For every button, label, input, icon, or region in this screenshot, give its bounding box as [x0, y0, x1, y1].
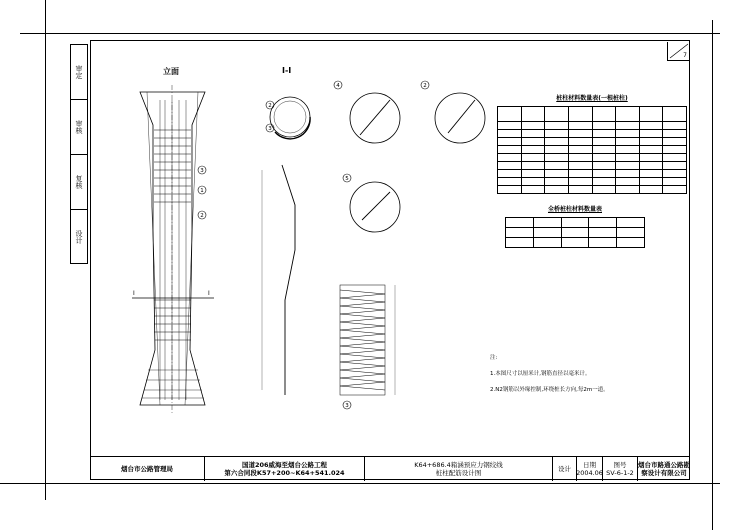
- bar-circle-4-bar: [360, 100, 390, 135]
- side-strip-cell: 审核: [71, 100, 87, 155]
- notes-title: 注:: [490, 355, 498, 361]
- drawing-no-label: 图号: [613, 460, 627, 469]
- pile-stirrups-bottom: [154, 300, 191, 340]
- pile-longitudinal-bars: [147, 92, 198, 405]
- design-label: 设计: [553, 457, 577, 481]
- notes-line-2: 2.N2钢筋以外缘控制,环绕桩长方向,每2m一道。: [490, 387, 609, 393]
- notes-line-1: 1.本图尺寸以厘米计,钢筋直径以毫米计。: [490, 371, 591, 377]
- callout-2-number: 2: [268, 103, 272, 109]
- drawing-title-line-1: K64+686.4箱涵预应力钢绞线: [414, 460, 503, 469]
- drawing-no-cell: [603, 457, 638, 481]
- callout-2-number: 2: [423, 83, 427, 89]
- table2-title: 全桥桩柱材料数量表: [547, 206, 602, 213]
- date-value: 2004.06: [576, 469, 603, 477]
- drawing-title: [365, 457, 553, 481]
- callout-3-number: 3: [268, 126, 272, 132]
- side-strip-cell: 复核: [71, 155, 87, 210]
- section-label: I-I: [282, 66, 292, 75]
- pile-base-mesh: [142, 370, 204, 398]
- section-inner-circle: [274, 101, 306, 133]
- pile-elevation-outline: [140, 92, 205, 405]
- project-name-line-1: 国道206威海至烟台公路工程: [241, 460, 328, 469]
- pile-stirrups-top: [154, 130, 191, 202]
- title-block: [90, 456, 690, 480]
- bent-bar-detail: [282, 165, 295, 395]
- callout-5-number: 5: [345, 176, 349, 182]
- table2: [505, 204, 645, 248]
- right-company: 烟台市路通公路勘察设计有限公司: [638, 460, 690, 477]
- table1: [497, 93, 687, 194]
- date-label: 日期: [583, 460, 596, 469]
- section-bar-arc: [275, 117, 310, 139]
- table2-grid: [505, 217, 645, 248]
- table1-grid: [497, 106, 687, 194]
- side-strip-cell: 设计: [75, 229, 83, 244]
- bar-circle-2-bar: [448, 100, 475, 133]
- notes: [490, 353, 609, 393]
- section-mark-left: I: [133, 290, 135, 297]
- callout-3-number: 3: [345, 403, 349, 409]
- section-mark-right: I: [208, 290, 210, 297]
- table1-title: 桩柱材料数量表(一根桩柱): [556, 95, 628, 102]
- date-cell: [577, 457, 603, 481]
- drawing-title-line-2: 桩柱配筋设计图: [435, 469, 482, 477]
- callout-3-number: 3: [200, 168, 204, 174]
- page-number: 7: [683, 52, 687, 59]
- drawing-no-value: SV-6-1-2: [606, 469, 634, 477]
- side-strip-cell: 审定: [71, 45, 87, 100]
- spiral-bar: [340, 290, 385, 390]
- project-name-line-2: 第六合同段K57+200~K64+541.024: [224, 469, 345, 477]
- left-company: 烟台市公路管理局: [90, 457, 205, 481]
- project-name: [205, 457, 365, 481]
- section-outer-circle: [270, 97, 310, 137]
- callout-1-number: 1: [200, 188, 204, 194]
- callout-2-number: 2: [200, 213, 204, 219]
- elevation-label: 立面: [163, 67, 179, 76]
- bar-circle-5-bar: [362, 192, 390, 220]
- callout-4-number: 4: [336, 83, 340, 89]
